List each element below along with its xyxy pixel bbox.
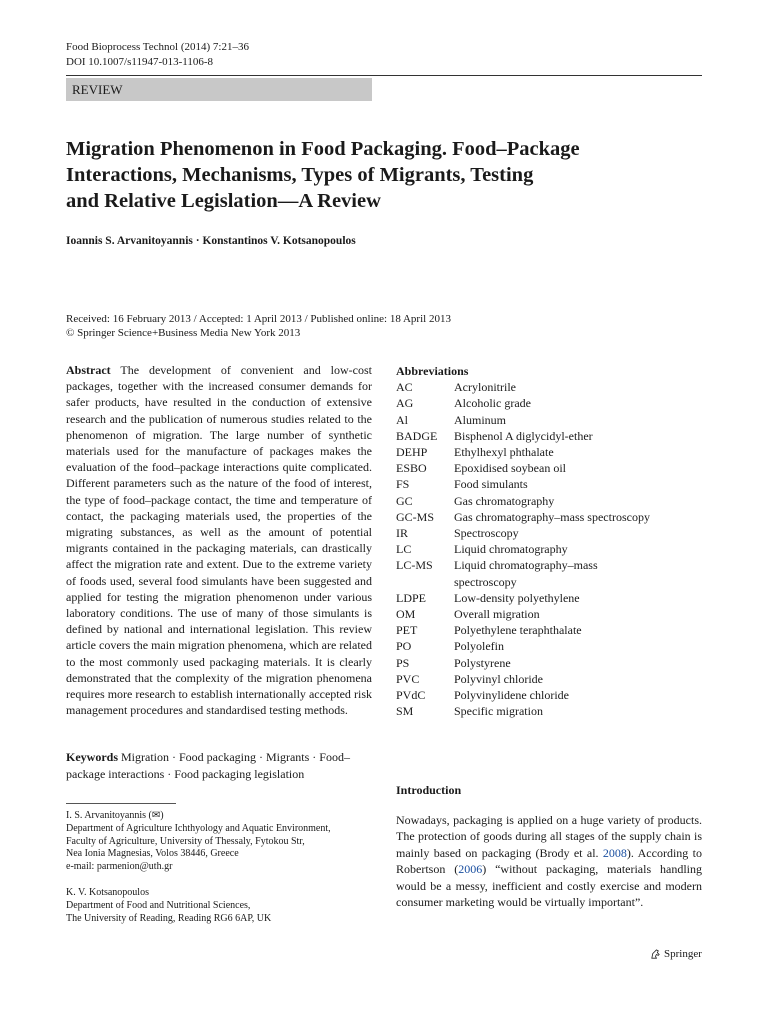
- abbreviation-row: [396, 703, 706, 719]
- intro-text-part: Nowadays, packaging is applied on a huge variety of products. The protection of goods during all stages of the supply chain is mainly based on packaging (Brody et al.: [396, 813, 702, 860]
- abbreviation-code: LDPE: [396, 590, 426, 605]
- abbreviation-row: [396, 444, 706, 460]
- affiliation-author-1: [66, 810, 376, 874]
- abbreviation-code: PO: [396, 639, 412, 654]
- title-line: and Relative Legislation—A Review: [66, 190, 381, 212]
- abbreviation-code: AC: [396, 380, 413, 395]
- abstract-text: The development of convenient and low-cost packages, together with the increased consumer demands for safer products, have resulted in the conduction of extensive research and the publication of numerous studies related to the phenomenon of migration. The large number of synthetic materials used for the manufacture of packages makes the evaluation of the food–package interactions quite complicated. Different parameters such as the nature of the food of interest, the type of food–package contact, the time and temperature of contact, the packaging materials used, the properties of the migrating substances, as well as the amount of potential migrants contained in the packaging materials, can drastically affect the migration rate and extent. Due to the extreme variety of foods used, several food simulants have been suggested and applied for testing the migration phenomenon under various laboratory conditions. The use of many of those simulants is defined by national and international legislation. This review article covers the main migration phenomena, which are related to the most commonly used packaging materials. It is clearly demonstrated that the complexity of the migration phenomena requires more research to establish internationally accepted risk management procedures and standardised testing methods.: [66, 363, 372, 718]
- abbreviation-code: AG: [396, 396, 414, 411]
- affiliation-line: The University of Reading, Reading RG6 6AP, UK: [66, 912, 272, 924]
- introduction-heading: Introduction: [396, 783, 462, 797]
- abbreviation-code: FS: [396, 477, 410, 492]
- abbreviation-definition: Aluminum: [454, 412, 507, 427]
- affiliation-line: Faculty of Agriculture, University of Thessaly, Fytokou Str,: [66, 835, 305, 847]
- abbreviation-row: [396, 428, 706, 444]
- abbreviation-code: GC-MS: [396, 509, 435, 524]
- keywords-label: Keywords: [66, 750, 118, 764]
- abbreviation-row: [396, 525, 706, 541]
- paper-title: [66, 136, 706, 214]
- abbreviations-heading: Abbreviations: [396, 364, 469, 378]
- abbreviation-row: [396, 638, 706, 654]
- abbreviation-definition: Overall migration: [454, 607, 540, 622]
- abbreviation-code: DEHP: [396, 445, 428, 460]
- abbreviation-row: [396, 509, 706, 525]
- abbreviation-definition: Specific migration: [454, 704, 543, 719]
- springer-horse-icon: [650, 949, 661, 960]
- dates-line: Received: 16 February 2013 / Accepted: 1 April 2013 / Published online: 18 April 2013: [66, 313, 451, 325]
- abbreviation-definition: Food simulants: [454, 477, 528, 492]
- abbreviation-row: [396, 379, 706, 395]
- abbreviation-definition: Bisphenol A diglycidyl-ether: [454, 428, 593, 443]
- abbreviation-row: [396, 395, 706, 411]
- author-list: Ioannis S. Arvanitoyannis · Konstantinos V. Kotsanopoulos: [66, 235, 356, 247]
- abbreviation-code: IR: [396, 526, 408, 541]
- abbreviations-list: [396, 363, 706, 719]
- doi-line: DOI 10.1007/s11947-013-1106-8: [66, 56, 214, 68]
- abbreviation-definition: Gas chromatography: [454, 493, 555, 508]
- intro-text-part: ) “without packaging, materials handling would be a messy, inefficient and costly exercise and modern consumer marketing would be virtually important”.: [396, 862, 703, 910]
- abbreviation-code: PVdC: [396, 688, 426, 703]
- abbreviation-code: LC-MS: [396, 558, 433, 573]
- abbreviation-definition: spectroscopy: [454, 574, 517, 589]
- abbreviation-row: [396, 590, 706, 606]
- abbreviation-definition: Gas chromatography–mass spectroscopy: [454, 509, 650, 524]
- abbreviation-definition: Alcoholic grade: [454, 396, 531, 411]
- title-line: Migration Phenomenon in Food Packaging. Food–Package: [66, 138, 580, 160]
- abbreviation-code: PVC: [396, 671, 420, 686]
- publication-dates: [66, 312, 451, 340]
- section-label: REVIEW: [66, 78, 372, 101]
- abbreviation-row: [396, 476, 706, 492]
- affiliation-author-2: [66, 887, 376, 925]
- abbreviation-code: [396, 574, 454, 590]
- abbreviation-code: BADGE: [396, 428, 438, 443]
- email-line[interactable]: e-mail: parmenion@uth.gr: [66, 861, 173, 873]
- abbreviation-row: [396, 460, 706, 476]
- abbreviation-row: [396, 687, 706, 703]
- abbreviation-row: [396, 622, 706, 638]
- abbreviation-row: [396, 493, 706, 509]
- abbreviation-code: GC: [396, 493, 413, 508]
- affiliation-line: Nea Ionia Magnesias, Volos 38446, Greece: [66, 848, 239, 860]
- abbreviation-code: ESBO: [396, 461, 427, 476]
- header-rule: [66, 75, 702, 76]
- abbreviation-definition: Low-density polyethylene: [454, 590, 580, 605]
- abbreviation-definition: Polyvinylidene chloride: [454, 688, 569, 703]
- abbreviation-row: [396, 557, 706, 573]
- abbreviation-code: PET: [396, 623, 418, 638]
- abbreviation-definition: Polyethylene teraphthalate: [454, 623, 582, 638]
- publisher-logo: [650, 948, 702, 960]
- citation-link[interactable]: 2008: [602, 845, 627, 860]
- abbreviations-rows: [396, 379, 706, 719]
- copyright-line: © Springer Science+Business Media New York 2013: [66, 327, 301, 339]
- abbreviation-code: Al: [396, 412, 408, 427]
- journal-citation: Food Bioprocess Technol (2014) 7:21–36: [66, 41, 249, 53]
- abbreviation-definition: Spectroscopy: [454, 526, 519, 541]
- affiliation-line: K. V. Kotsanopoulos: [66, 887, 149, 898]
- abbreviation-definition: Liquid chromatography–mass: [454, 558, 598, 573]
- intro-text-part: ). According to Robertson (: [396, 845, 702, 877]
- abstract-label: Abstract: [66, 363, 111, 377]
- abbreviation-definition: Ethylhexyl phthalate: [454, 445, 554, 460]
- abbreviation-row: [396, 574, 706, 590]
- abbreviation-definition: Polyolefin: [454, 639, 504, 654]
- keywords-text: Migration · Food packaging · Migrants · Food–package interactions · Food packaging legislation: [66, 750, 350, 781]
- abbreviation-definition: Polystyrene: [454, 655, 511, 670]
- abbreviation-row: [396, 655, 706, 671]
- abbreviation-row: [396, 671, 706, 687]
- abbreviation-row: [396, 412, 706, 428]
- abbreviation-row: [396, 606, 706, 622]
- publisher-name: Springer: [664, 948, 702, 960]
- abbreviation-definition: Liquid chromatography: [454, 542, 568, 557]
- abbreviation-row: [396, 541, 706, 557]
- abbreviation-definition: Polyvinyl chloride: [454, 671, 543, 686]
- introduction-text: [396, 812, 702, 910]
- keywords: [66, 749, 372, 782]
- abbreviation-code: SM: [396, 704, 414, 719]
- title-line: Interactions, Mechanisms, Types of Migrants, Testing: [66, 164, 534, 186]
- abbreviation-definition: Acrylonitrile: [454, 380, 516, 395]
- abbreviation-code: OM: [396, 607, 416, 622]
- abbreviation-code: PS: [396, 655, 410, 670]
- footnote-rule: [66, 803, 176, 804]
- citation-link[interactable]: 2006: [458, 862, 483, 877]
- affiliation-line: I. S. Arvanitoyannis (✉): [66, 810, 164, 821]
- abbreviation-code: LC: [396, 542, 412, 557]
- abbreviation-definition: Epoxidised soybean oil: [454, 461, 566, 476]
- affiliation-line: Department of Food and Nutritional Sciences,: [66, 899, 251, 911]
- abstract: [66, 362, 372, 718]
- affiliation-line: Department of Agriculture Ichthyology and Aquatic Environment,: [66, 822, 331, 834]
